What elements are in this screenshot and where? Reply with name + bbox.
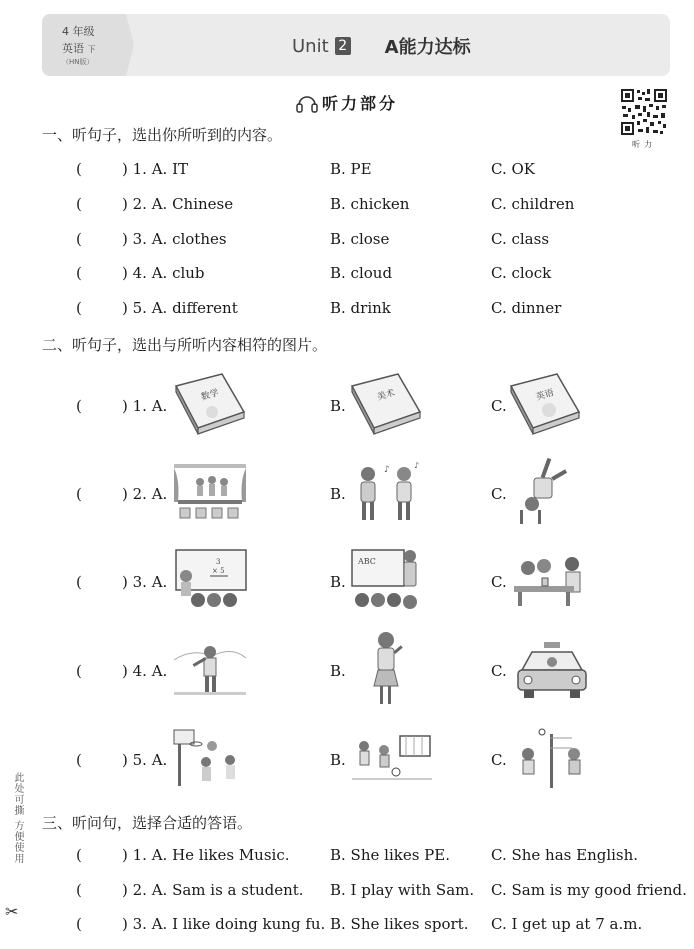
option-b: B. I play with Sam.	[330, 881, 475, 899]
qr-code-icon[interactable]	[620, 88, 668, 136]
option-b: B.	[330, 751, 346, 769]
question-text: ) 5. A.	[122, 751, 168, 769]
option-c: C.	[491, 751, 507, 769]
question-text: ) 2. A.	[122, 485, 168, 503]
question-text: ) 3. A. I like doing kung fu.	[122, 915, 326, 933]
page-header	[42, 14, 670, 76]
part2-heading: 二、听句子，选出与所听内容相符的图片。	[42, 336, 328, 354]
art-book-image[interactable]	[348, 372, 424, 438]
answer-blank[interactable]: (	[76, 915, 82, 933]
option-b: B. close	[330, 230, 390, 248]
question-text: ) 1. A. He likes Music.	[122, 846, 290, 864]
option-b: B.	[330, 662, 346, 680]
tear-off-label: 此处可撕 方便使用	[12, 772, 23, 865]
subject-label	[62, 40, 96, 56]
option-b: B. She likes PE.	[330, 846, 450, 864]
question-row	[0, 881, 694, 903]
edition-label: （HN版）	[62, 58, 94, 66]
grade-label: 4 年级	[62, 25, 95, 38]
headphones-icon	[296, 93, 318, 113]
answer-blank[interactable]: (	[76, 881, 82, 899]
svg-text:♪: ♪	[384, 465, 390, 475]
section-title	[296, 91, 398, 114]
question-text: ) 3. A. clothes	[122, 230, 227, 248]
sports-teacher-image[interactable]	[172, 640, 248, 698]
option-c: C. children	[491, 195, 575, 213]
answer-blank[interactable]: (	[76, 264, 82, 282]
question-row	[0, 264, 694, 286]
option-b: B.	[330, 397, 346, 415]
question-text: ) 4. A. club	[122, 264, 205, 282]
math-class-image[interactable]	[172, 548, 250, 612]
book-label: 美术	[376, 388, 397, 403]
option-b: B.	[330, 573, 346, 591]
svg-text:3: 3	[216, 558, 221, 566]
question-row	[0, 230, 694, 252]
option-b: B. cloud	[330, 264, 393, 282]
question-text: ) 5. A. different	[122, 299, 238, 317]
option-b: B. She likes sport.	[330, 915, 469, 933]
breakdancing-boy-image[interactable]	[514, 456, 574, 528]
teacher-image[interactable]	[368, 630, 408, 706]
answer-blank[interactable]: (	[76, 751, 82, 769]
book-label: 数学	[200, 388, 221, 403]
subject-name: 英语	[62, 42, 84, 55]
question-text: ) 1. A.	[122, 397, 168, 415]
kids-singing-image[interactable]	[348, 460, 424, 526]
football-image[interactable]	[350, 732, 434, 784]
unit-title	[292, 33, 471, 59]
section-title-text: 听力部分	[322, 94, 399, 113]
question-row	[0, 485, 694, 507]
answer-blank[interactable]: (	[76, 230, 82, 248]
answer-blank[interactable]: (	[76, 299, 82, 317]
volleyball-image[interactable]	[512, 728, 590, 790]
svg-text:♪: ♪	[414, 461, 420, 470]
science-class-image[interactable]	[512, 552, 590, 608]
stage-performance-image[interactable]	[172, 460, 248, 522]
question-text: ) 1. A. IT	[122, 160, 188, 178]
option-b: B. drink	[330, 299, 391, 317]
question-row	[0, 160, 694, 182]
option-c: C.	[491, 662, 507, 680]
answer-blank[interactable]: (	[76, 846, 82, 864]
unit-number: 2	[335, 37, 351, 55]
svg-text:ABC: ABC	[358, 557, 376, 566]
taxi-driver-image[interactable]	[514, 640, 590, 704]
option-c: C.	[491, 485, 507, 503]
answer-blank[interactable]: (	[76, 573, 82, 591]
question-row	[0, 915, 694, 937]
answer-blank[interactable]: (	[76, 485, 82, 503]
option-c: C. clock	[491, 264, 552, 282]
svg-text:× 5: × 5	[212, 567, 225, 575]
english-class-image[interactable]	[350, 546, 422, 614]
question-row	[0, 195, 694, 217]
option-c: C. Sam is my good friend.	[491, 881, 687, 899]
option-c: C. I get up at 7 a.m.	[491, 915, 643, 933]
part3-heading: 三、听问句，选择合适的答语。	[42, 814, 253, 832]
answer-blank[interactable]: (	[76, 160, 82, 178]
subject-suffix: 下	[87, 45, 96, 54]
answer-blank[interactable]: (	[76, 397, 82, 415]
answer-blank[interactable]: (	[76, 662, 82, 680]
scissors-icon: ✂	[5, 902, 19, 921]
option-c: C.	[491, 397, 507, 415]
unit-label: Unit	[292, 35, 329, 57]
option-c: C.	[491, 573, 507, 591]
question-text: ) 3. A.	[122, 573, 168, 591]
option-c: C. OK	[491, 160, 535, 178]
option-b: B. PE	[330, 160, 372, 178]
book-label: 英语	[535, 388, 556, 403]
basketball-image[interactable]	[172, 728, 246, 790]
question-text: ) 2. A. Sam is a student.	[122, 881, 304, 899]
math-book-image[interactable]	[172, 372, 248, 438]
option-b: B.	[330, 485, 346, 503]
answer-blank[interactable]: (	[76, 195, 82, 213]
part1-heading: 一、听句子，选出你所听到的内容。	[42, 126, 283, 144]
question-row	[0, 846, 694, 868]
qr-label: 听力	[632, 140, 656, 149]
page-title: A能力达标	[384, 37, 471, 58]
question-text: ) 2. A. Chinese	[122, 195, 234, 213]
question-row	[0, 299, 694, 321]
option-c: C. She has English.	[491, 846, 639, 864]
option-b: B. chicken	[330, 195, 410, 213]
english-book-image[interactable]	[507, 372, 583, 438]
question-row	[0, 397, 694, 419]
option-c: C. class	[491, 230, 550, 248]
option-c: C. dinner	[491, 299, 562, 317]
question-text: ) 4. A.	[122, 662, 168, 680]
grade-tab	[42, 14, 126, 76]
